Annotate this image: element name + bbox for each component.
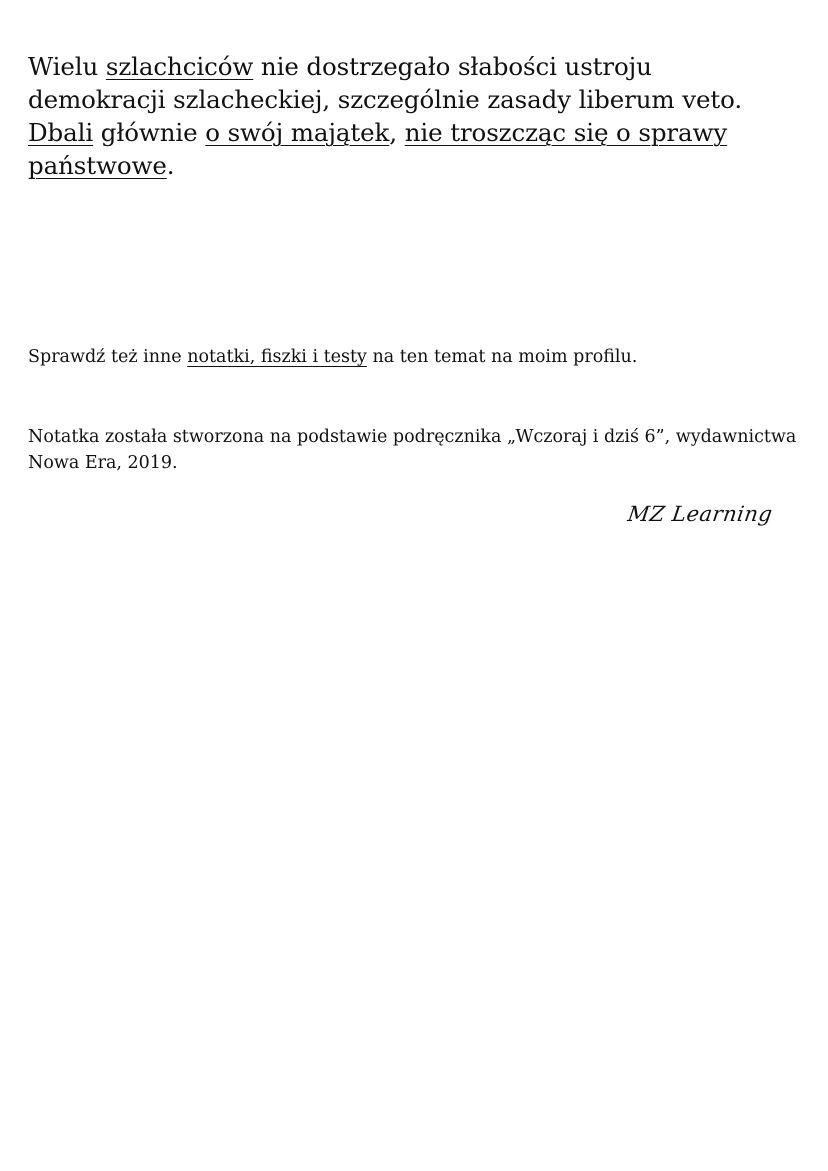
main-paragraph [28,50,788,182]
text-segment: . [166,151,175,180]
underlined-term-dbali: Dbali [28,118,94,147]
text-segment: nie dostrzegało słabości ustroju demokracji szlacheckiej, szczególnie zasady liberum veto. [28,52,743,114]
check-profile-note [28,344,798,370]
underlined-term-majatek: o swój majątek [205,118,390,147]
profile-link[interactable]: notatki, fiszki i testy [187,347,367,367]
underlined-term-sprawy: nie troszcząc się o sprawy państwowe [28,118,728,180]
text-segment: , [389,118,405,147]
text-segment: Wielu [28,52,106,81]
signature: MZ Learning [625,502,774,526]
check-prefix: Sprawdź też inne [28,347,188,367]
check-suffix: na ten temat na moim profilu. [366,347,638,367]
source-note: Notatka została stworzona na podstawie podręcznika „Wczoraj i dziś 6”, wydawnictwa Nowa Era, 2019. [28,427,797,473]
text-segment: głównie [93,118,206,147]
underlined-term-szlachcicow: szlachciców [105,52,254,81]
